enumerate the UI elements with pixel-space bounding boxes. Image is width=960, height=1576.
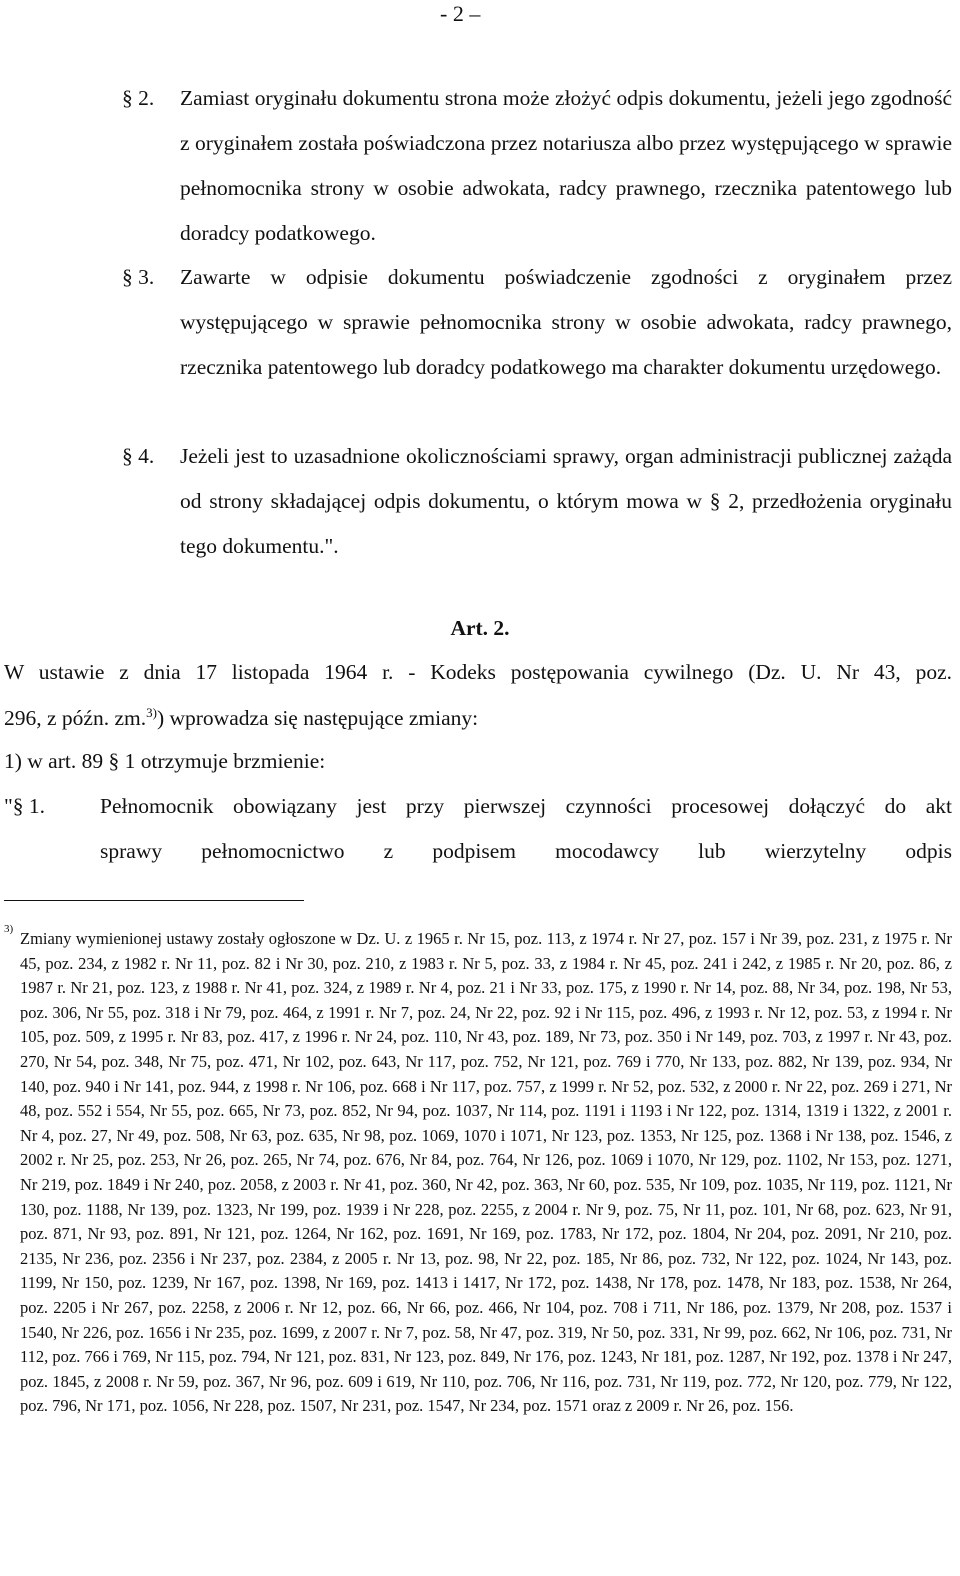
paragraph-section-4 <box>122 434 952 569</box>
footnote-marker: 3) <box>4 923 14 935</box>
quoted-provision <box>4 784 952 874</box>
quote-line-1: Pełnomocnik obowiązany jest przy pierwszej czynności procesowej dołączyć do akt <box>100 794 952 818</box>
page-number: - 2 – <box>440 1 481 26</box>
footnote-separator <box>4 900 304 901</box>
paragraph-section-2 <box>122 76 952 256</box>
article-title: Art. 2. <box>450 616 510 640</box>
quote-section-marker: "§ 1. <box>4 794 46 818</box>
paragraph-text: Jeżeli jest to uzasadnione okolicznościami sprawy, organ administracji publicznej zażąda od strony składającej odpis dokumentu, o którym mowa w § 2, przedłożenia oryginału tego dokumentu.". <box>180 444 952 558</box>
section-marker: § 4. <box>122 444 155 468</box>
article-intro-line-2 <box>4 702 478 734</box>
amendment-point-1: 1) w art. 89 § 1 otrzymuje brzmienie: <box>4 749 326 773</box>
footnote-reference: 3) <box>146 704 157 720</box>
intro-text: 296, z późn. zm. <box>4 706 147 730</box>
article-intro-line-1: W ustawie z dnia 17 listopada 1964 r. - Kodeks postępowania cywilnego (Dz. U. Nr 43, poz. <box>4 660 952 684</box>
intro-text-cont: ) wprowadza się następujące zmiany: <box>156 706 479 730</box>
paragraph-text: Zawarte w odpisie dokumentu poświadczenie zgodności z oryginałem przez występującego w sprawie pełnomocnika strony w osobie adwokata, radcy prawnego, rzecznika patentowego lub doradcy podatkowego ma charakter dokumentu urzędowego. <box>180 265 952 379</box>
quote-line-2: sprawy pełnomocnictwo z podpisem mocodawcy lub wierzytelny odpis <box>100 839 952 863</box>
section-marker: § 3. <box>122 265 155 289</box>
footnote <box>4 923 952 1419</box>
section-marker: § 2. <box>122 86 155 110</box>
paragraph-text: Zamiast oryginału dokumentu strona może złożyć odpis dokumentu, jeżeli jego zgodność z oryginałem została poświadczona przez notariusza albo przez występującego w sprawie pełnomocnika strony w osobie adwokata, radcy prawnego, rzecznika patentowego lub doradcy podatkowego. <box>180 86 952 245</box>
footnote-text: Zmiany wymienionej ustawy zostały ogłoszone w Dz. U. z 1965 r. Nr 15, poz. 113, z 1974 r. Nr 27, poz. 157 i Nr 39, poz. 231, z 1975 r. Nr 45, poz. 234, z 1982 r. Nr 11, poz. 82 i Nr 30, poz. 210, z 1983 r. Nr 5, poz. 33, z 1984 r. Nr 45, poz. 241 i 242, z 1985 r. Nr 20, poz. 86, z 1987 r. Nr 21, poz. 123, z 1988 r. Nr 41, poz. 324, z 1989 r. Nr 4, poz. 21 i Nr 33, poz. 175, z 1990 r. Nr 14, poz. 88, Nr 34, poz. 198, Nr 53, poz. 306, Nr 55, poz. 318 i Nr 79, poz. 464, z 1991 r. Nr 7, poz. 24, Nr 22, poz. 92 i Nr 115, poz. 496, z 1993 r. Nr 12, poz. 53, z 1994 r. Nr 105, poz. 509, z 1995 r. Nr 83, poz. 417, z 1996 r. Nr 24, poz. 110, Nr 43, poz. 189, Nr 73, poz. 350 i Nr 149, poz. 703, z 1997 r. Nr 43, poz. 270, Nr 54, poz. 348, Nr 75, poz. 471, Nr 102, poz. 643, Nr 117, poz. 752, Nr 121, poz. 769 i 770, Nr 133, poz. 882, Nr 139, poz. 934, Nr 140, poz. 940 i Nr 141, poz. 944, z 1998 r. Nr 106, poz. 668 i Nr 117, poz. 757, z 1999 r. Nr 52, poz. 532, z 2000 r. Nr 22, poz. 269 i 271, Nr 48, poz. 552 i 554, Nr 55, poz. 665, Nr 73, poz. 852, Nr 94, poz. 1037, Nr 114, poz. 1191 i 1193 i Nr 122, poz. 1314, 1319 i 1322, z 2001 r. Nr 4, poz. 27, Nr 49, poz. 508, Nr 63, poz. 635, Nr 98, poz. 1069, 1070 i 1071, Nr 123, poz. 1353, Nr 125, poz. 1368 i Nr 138, poz. 1546, z 2002 r. Nr 25, poz. 253, Nr 26, poz. 265, Nr 74, poz. 676, Nr 84, poz. 764, Nr 126, poz. 1069 i 1070, Nr 129, poz. 1102, Nr 153, poz. 1271, Nr 219, poz. 1849 i Nr 240, poz. 2058, z 2003 r. Nr 41, poz. 360, Nr 42, poz. 363, Nr 60, poz. 535, Nr 109, poz. 1035, Nr 119, poz. 1121, Nr 130, poz. 1188, Nr 139, poz. 1323, Nr 199, poz. 1939 i Nr 228, poz. 2255, z 2004 r. Nr 9, poz. 75, Nr 11, poz. 101, Nr 68, poz. 623, Nr 91, poz. 871, Nr 93, poz. 891, Nr 121, poz. 1264, Nr 162, poz. 1691, Nr 169, poz. 1783, Nr 172, poz. 1804, Nr 204, poz. 2091, Nr 210, poz. 2135, Nr 236, poz. 2356 i Nr 237, poz. 2384, z 2005 r. Nr 13, poz. 98, Nr 22, poz. 185, Nr 86, poz. 732, Nr 122, poz. 1024, Nr 143, poz. 1199, Nr 150, poz. 1239, Nr 167, poz. 1398, Nr 169, poz. 1413 i 1417, Nr 172, poz. 1438, Nr 178, poz. 1478, Nr 183, poz. 1538, Nr 264, poz. 2205 i Nr 267, poz. 2258, z 2006 r. Nr 12, poz. 66, Nr 66, poz. 466, Nr 104, poz. 708 i 711, Nr 186, poz. 1379, Nr 208, poz. 1537 i 1540, Nr 226, poz. 1656 i Nr 235, poz. 1699, z 2007 r. Nr 7, poz. 58, Nr 47, poz. 319, Nr 50, poz. 331, Nr 99, poz. 662, Nr 106, poz. 731, Nr 112, poz. 766 i 769, Nr 115, poz. 794, Nr 121, poz. 831, Nr 123, poz. 849, Nr 176, poz. 1243, Nr 181, poz. 1287, Nr 192, poz. 1378 i Nr 247, poz. 1845, z 2008 r. Nr 59, poz. 367, Nr 96, poz. 609 i 619, Nr 110, poz. 706, Nr 116, poz. 731, Nr 119, poz. 772, Nr 120, poz. 779, Nr 122, poz. 796, Nr 171, poz. 1056, Nr 228, poz. 1507, Nr 231, poz. 1547, Nr 234, poz. 1571 oraz z 2009 r. Nr 26, poz. 156. <box>20 929 952 1416</box>
paragraph-section-3 <box>122 255 952 390</box>
